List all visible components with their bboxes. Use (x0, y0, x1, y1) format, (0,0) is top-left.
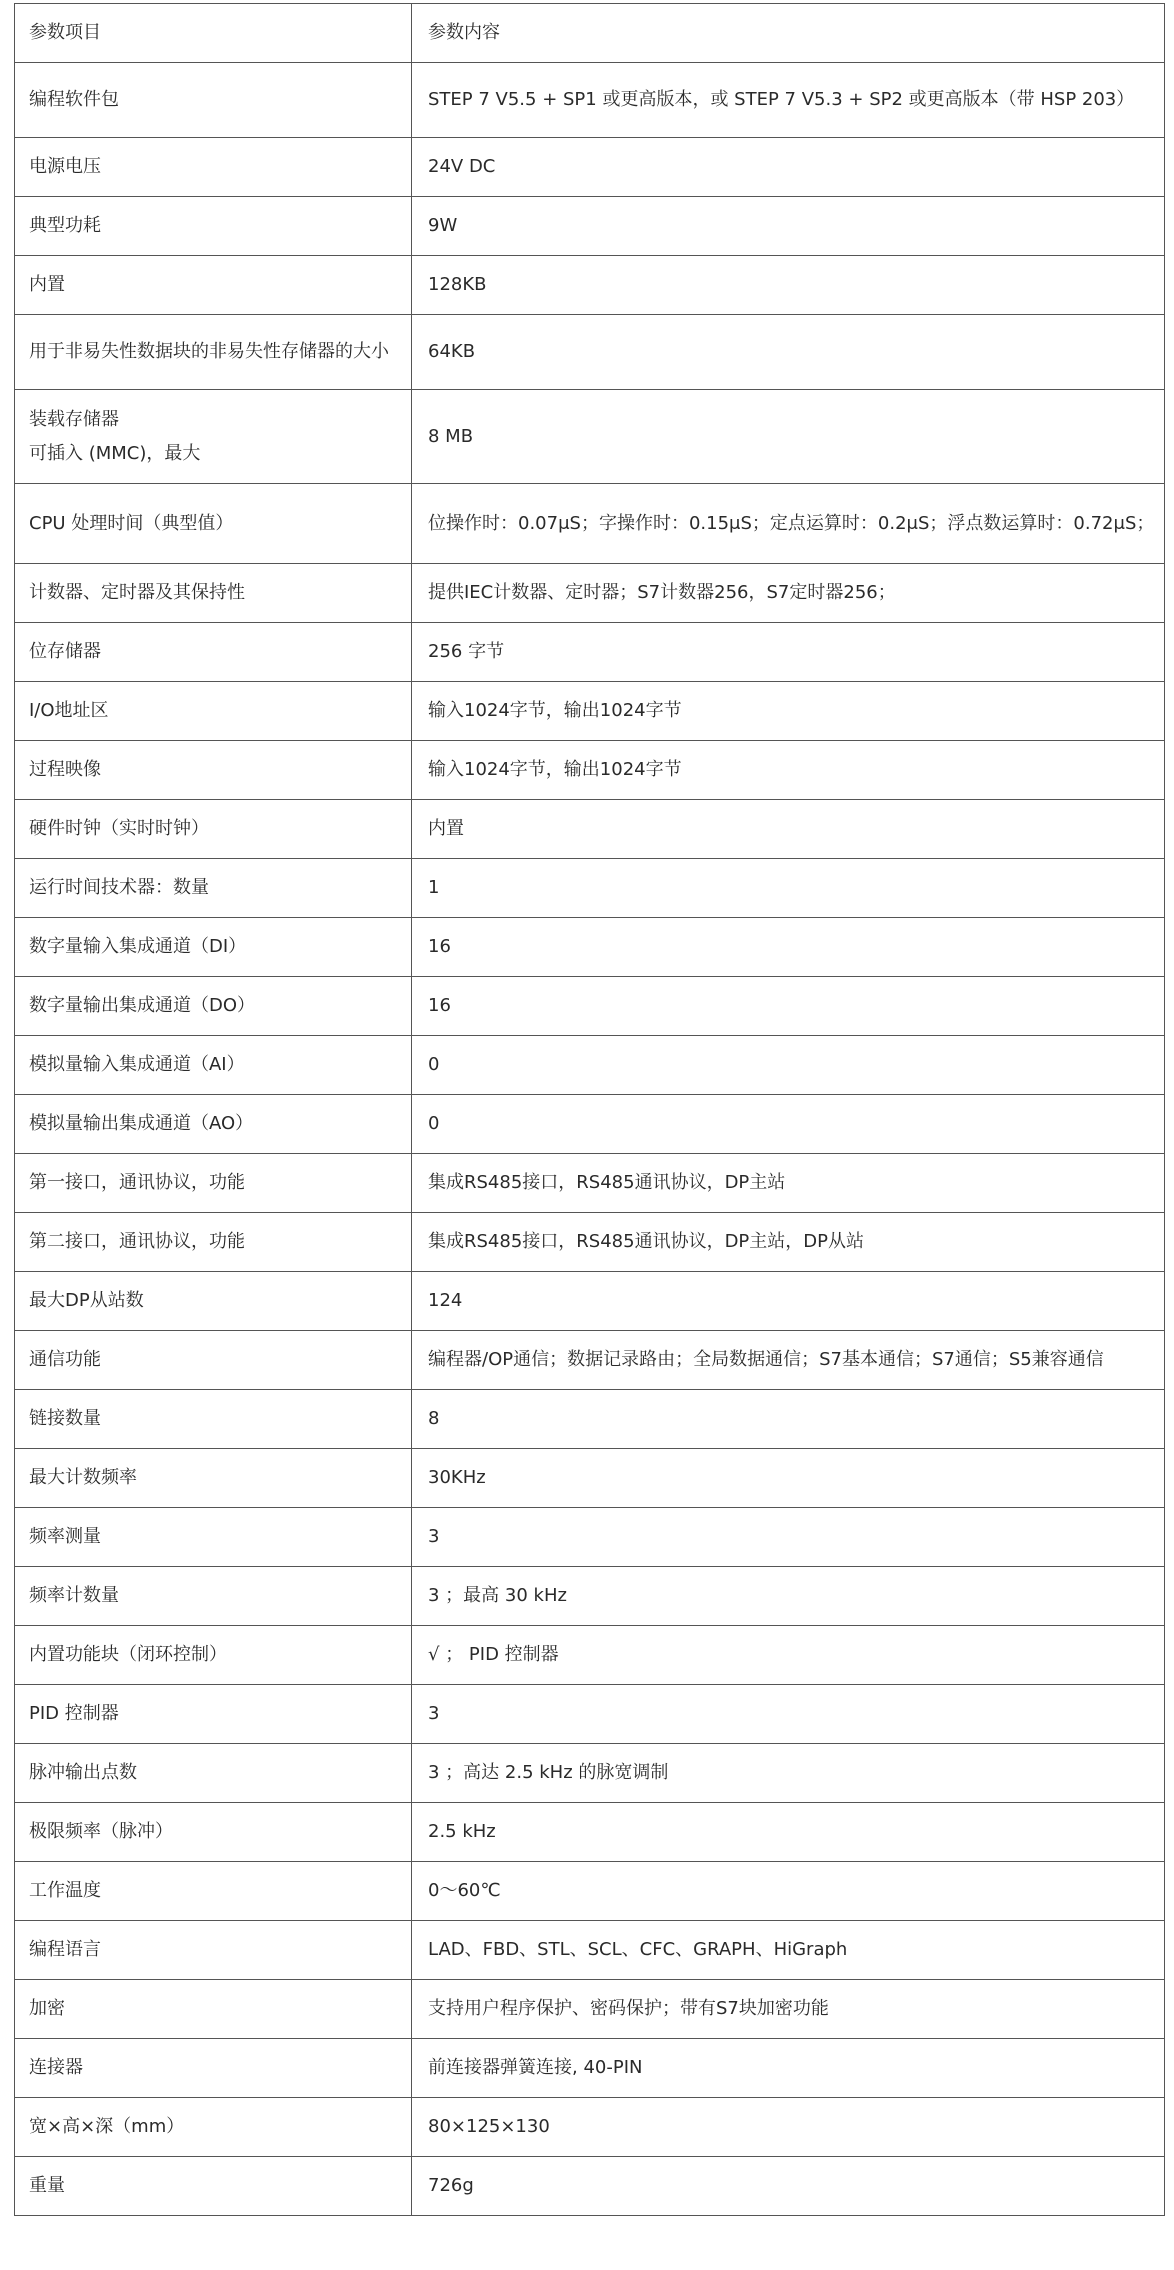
param-value-cell: 124 (412, 1272, 1165, 1331)
param-name: 加密 (29, 1998, 65, 2019)
table-row (15, 1803, 1165, 1862)
table-row (15, 484, 1165, 564)
param-name: 编程软件包 (29, 89, 119, 110)
param-name-cell (15, 484, 412, 564)
param-value-cell: 支持用户程序保护、密码保护；带有S7块加密功能 (412, 1980, 1165, 2039)
param-name-cell (15, 2157, 412, 2216)
param-value-cell: 8 (412, 1390, 1165, 1449)
param-name: 频率测量 (29, 1526, 101, 1547)
param-name-cell (15, 1980, 412, 2039)
param-value-cell: STEP 7 V5.5 + SP1 或更高版本，或 STEP 7 V5.3 + SP2 或更高版本（带 HSP 203） (412, 63, 1165, 138)
table-row (15, 1567, 1165, 1626)
param-value-cell: 编程器/OP通信；数据记录路由；全局数据通信；S7基本通信；S7通信；S5兼容通信 (412, 1331, 1165, 1390)
param-name: 内置功能块（闭环控制） (29, 1644, 227, 1665)
param-value-cell: √ ； PID 控制器 (412, 1626, 1165, 1685)
param-value-cell: 0 (412, 1095, 1165, 1154)
table-row (15, 1980, 1165, 2039)
table-row (15, 1508, 1165, 1567)
param-name: 过程映像 (29, 759, 101, 780)
param-value-cell: 3 ；高达 2.5 kHz 的脉宽调制 (412, 1744, 1165, 1803)
table-row (15, 1449, 1165, 1508)
param-name-cell (15, 1744, 412, 1803)
table-row (15, 1213, 1165, 1272)
param-name-cell (15, 1862, 412, 1921)
param-name: 数字量输出集成通道（DO） (29, 995, 256, 1016)
param-name-cell (15, 741, 412, 800)
table-row (15, 2098, 1165, 2157)
param-value-cell: 80×125×130 (412, 2098, 1165, 2157)
table-row (15, 1095, 1165, 1154)
table-row (15, 682, 1165, 741)
param-value-cell: 16 (412, 918, 1165, 977)
param-name: CPU 处理时间（典型值） (29, 512, 234, 534)
param-name: 计数器、定时器及其保持性 (29, 582, 245, 603)
param-name-cell (15, 63, 412, 138)
param-name-cell (15, 1508, 412, 1567)
param-name-cell (15, 623, 412, 682)
param-name: 用于非易失性数据块的非易失性存储器的大小 (29, 341, 389, 362)
param-name-cell (15, 1567, 412, 1626)
table-row (15, 1921, 1165, 1980)
table-row (15, 1744, 1165, 1803)
param-name: 内置 (29, 274, 65, 295)
param-name-cell (15, 1626, 412, 1685)
param-name: 链接数量 (29, 1408, 101, 1429)
table-row (15, 390, 1165, 484)
param-value-cell: 输入1024字节，输出1024字节 (412, 741, 1165, 800)
table-row (15, 63, 1165, 138)
param-name: 第二接口，通讯协议，功能 (29, 1231, 245, 1252)
param-value-cell: 256 字节 (412, 623, 1165, 682)
param-value-cell: LAD、FBD、STL、SCL、CFC、GRAPH、HiGraph (412, 1921, 1165, 1980)
param-name-cell (15, 1803, 412, 1862)
param-name: 装载存储器 (29, 408, 119, 430)
table-row (15, 918, 1165, 977)
param-value-cell: 集成RS485接口，RS485通讯协议，DP主站 (412, 1154, 1165, 1213)
table-row (15, 256, 1165, 315)
param-value-cell: 726g (412, 2157, 1165, 2216)
param-name-cell (15, 564, 412, 623)
param-name: 电源电压 (29, 156, 101, 177)
table-row (15, 1331, 1165, 1390)
table-row (15, 564, 1165, 623)
param-name: 重量 (29, 2175, 65, 2196)
param-name: 硬件时钟（实时时钟） (29, 818, 209, 839)
param-name: 最大计数频率 (29, 1467, 137, 1488)
param-name-cell (15, 918, 412, 977)
param-value-cell: 3 (412, 1508, 1165, 1567)
table-row (15, 1154, 1165, 1213)
param-name-cell (15, 1154, 412, 1213)
parameter-table (14, 3, 1165, 2216)
param-name: 编程语言 (29, 1939, 101, 1960)
param-name-cell (15, 977, 412, 1036)
param-name: 模拟量输出集成通道（AO） (29, 1113, 254, 1134)
param-name: 工作温度 (29, 1880, 101, 1901)
param-name-cell (15, 1449, 412, 1508)
table-row (15, 977, 1165, 1036)
param-name: 连接器 (29, 2057, 83, 2078)
table-row (15, 1685, 1165, 1744)
param-name-cell (15, 2098, 412, 2157)
param-name: PID 控制器 (29, 1703, 119, 1724)
param-value-cell: 0～60℃ (412, 1862, 1165, 1921)
param-name: 数字量输入集成通道（DI） (29, 936, 247, 957)
param-value-cell: 1 (412, 859, 1165, 918)
param-name-subline: 可插入 (MMC)，最大 (29, 442, 201, 464)
param-value-cell: 2.5 kHz (412, 1803, 1165, 1862)
param-name-cell (15, 2039, 412, 2098)
param-name: 模拟量输入集成通道（AI） (29, 1054, 245, 1075)
param-name-cell (15, 682, 412, 741)
param-value-cell: 0 (412, 1036, 1165, 1095)
header-param-cell: 参数项目 (15, 4, 412, 63)
param-name: 典型功耗 (29, 215, 101, 236)
table-row (15, 741, 1165, 800)
param-name-cell (15, 1213, 412, 1272)
param-name-cell (15, 1331, 412, 1390)
param-value-cell: 24V DC (412, 138, 1165, 197)
param-name-cell (15, 390, 412, 484)
param-value-cell: 9W (412, 197, 1165, 256)
param-name: 宽×高×深（mm） (29, 2116, 185, 2137)
param-name-cell (15, 1390, 412, 1449)
param-name-cell (15, 197, 412, 256)
param-name-cell (15, 138, 412, 197)
param-name: 最大DP从站数 (29, 1290, 144, 1311)
param-name-cell (15, 1921, 412, 1980)
param-value-cell: 8 MB (412, 390, 1165, 484)
table-header-row (15, 4, 1165, 63)
param-value-cell: 128KB (412, 256, 1165, 315)
param-name: 通信功能 (29, 1349, 101, 1370)
param-value-cell: 内置 (412, 800, 1165, 859)
param-value-cell: 位操作时：0.07μS；字操作时：0.15μS；定点运算时：0.2μS；浮点数运算时：0.72μS； (412, 484, 1165, 564)
param-name: 脉冲输出点数 (29, 1762, 137, 1783)
param-value-cell: 前连接器弹簧连接, 40-PIN (412, 2039, 1165, 2098)
param-name-cell (15, 1685, 412, 1744)
param-name: 频率计数量 (29, 1585, 119, 1606)
param-name-cell (15, 800, 412, 859)
table-row (15, 859, 1165, 918)
table-row (15, 197, 1165, 256)
table-row (15, 1626, 1165, 1685)
table-row (15, 1862, 1165, 1921)
table-row (15, 138, 1165, 197)
param-value-cell: 提供IEC计数器、定时器；S7计数器256，S7定时器256； (412, 564, 1165, 623)
param-value-cell: 3 ；最高 30 kHz (412, 1567, 1165, 1626)
param-name-cell (15, 859, 412, 918)
param-name-cell (15, 256, 412, 315)
param-value-cell: 集成RS485接口，RS485通讯协议，DP主站，DP从站 (412, 1213, 1165, 1272)
param-name: 第一接口，通讯协议，功能 (29, 1172, 245, 1193)
spec-table-container (14, 3, 1164, 2216)
table-row (15, 623, 1165, 682)
param-name: I/O地址区 (29, 700, 109, 721)
table-row (15, 315, 1165, 390)
header-content-cell: 参数内容 (412, 4, 1165, 63)
table-row (15, 1390, 1165, 1449)
param-value-cell: 3 (412, 1685, 1165, 1744)
param-value-cell: 30KHz (412, 1449, 1165, 1508)
table-row (15, 800, 1165, 859)
param-value-cell: 输入1024字节，输出1024字节 (412, 682, 1165, 741)
param-name-cell (15, 1272, 412, 1331)
table-row (15, 2157, 1165, 2216)
table-row (15, 2039, 1165, 2098)
param-name: 运行时间技术器：数量 (29, 877, 209, 898)
param-value-cell: 64KB (412, 315, 1165, 390)
param-name-cell (15, 1036, 412, 1095)
table-row (15, 1272, 1165, 1331)
param-name-cell (15, 1095, 412, 1154)
table-row (15, 1036, 1165, 1095)
param-name: 位存储器 (29, 641, 101, 662)
param-name: 极限频率（脉冲） (29, 1821, 173, 1842)
param-name-cell (15, 315, 412, 390)
param-value-cell: 16 (412, 977, 1165, 1036)
